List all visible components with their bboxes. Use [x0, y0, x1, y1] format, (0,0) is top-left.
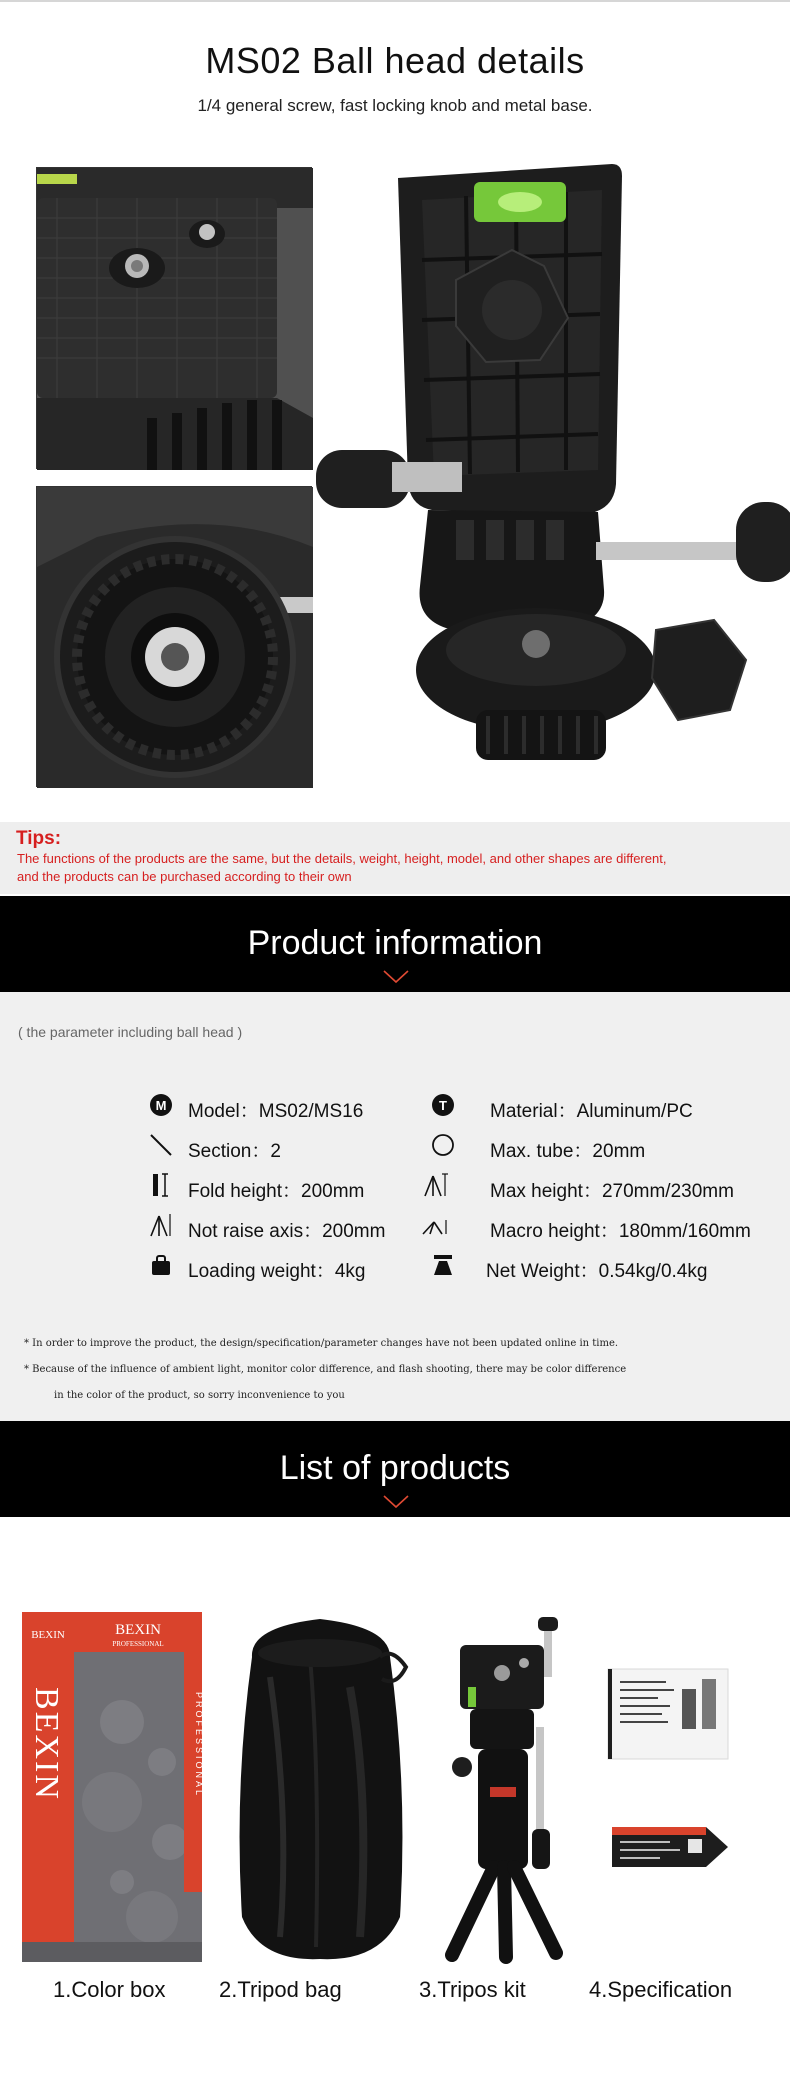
spec-macro-height: Macro height：180mm/160mm — [490, 1221, 751, 1242]
max-height-icon — [422, 1172, 448, 1198]
product-information-panel — [0, 992, 790, 1421]
product-label-tripod-bag: 2.Tripod bag — [219, 1977, 342, 2002]
tips-line-1: The functions of the products are the same, but the details, weight, height, model, and other shapes are different, — [17, 851, 667, 866]
product-label-specification: 4.Specification — [589, 1977, 733, 2002]
tips-title: Tips: — [16, 828, 62, 849]
tripod-kit-image — [440, 1617, 580, 1962]
products-list-section — [0, 1517, 790, 2079]
fine-print-1: * In order to improve the product, the design/specification/parameter changes have not been updated online in time. — [24, 1338, 619, 1349]
specification-cards-image — [606, 1667, 730, 1912]
spec-model: Model：MS02/MS16 — [188, 1101, 364, 1122]
top-divider — [0, 0, 790, 2]
screw-mount-closeup — [36, 486, 312, 787]
list-of-products-banner — [0, 1421, 790, 1517]
spec-max-height: Max height：270mm/230mm — [490, 1181, 734, 1202]
spec-net-weight: Net Weight：0.54kg/0.4kg — [486, 1261, 708, 1282]
net-weight-icon — [430, 1252, 456, 1278]
svg-text:T: T — [439, 1098, 447, 1113]
product-label-tripod-kit: 3.Tripos kit — [419, 1977, 526, 2002]
ball-head-main-photo — [316, 150, 790, 800]
material-t-icon — [430, 1092, 456, 1118]
quick-release-plate-closeup — [36, 167, 312, 469]
parameter-note: ( the parameter including ball head ) — [18, 1024, 243, 1040]
svg-text:M: M — [155, 1098, 167, 1113]
tripod-axis-icon — [148, 1212, 174, 1238]
details-title: MS02 Ball head details — [205, 40, 585, 81]
tripod-bag-image — [230, 1617, 410, 1962]
product-information-heading: Product information — [247, 924, 543, 962]
model-m-icon — [148, 1092, 174, 1118]
box-brand-vertical: BEXIN — [28, 1687, 65, 1801]
spec-not-raise-axis: Not raise axis：200mm — [188, 1221, 386, 1242]
chevron-down-icon — [383, 970, 409, 984]
product-information-banner — [0, 896, 790, 992]
product-label-color-box: 1.Color box — [53, 1977, 166, 2002]
loading-weight-icon — [148, 1252, 174, 1278]
tips-box — [0, 822, 790, 894]
box-sub-vertical: PROFESSIONAL — [194, 1692, 204, 1799]
spec-fold-height: Fold height：200mm — [188, 1181, 365, 1202]
list-of-products-heading: List of products — [279, 1449, 511, 1487]
section-slash-icon — [148, 1132, 174, 1158]
color-box-image — [22, 1612, 202, 1962]
fine-print-2: * Because of the influence of ambient light, monitor color difference, and flash shooting, there may be color difference — [24, 1364, 627, 1375]
spec-max-tube: Max. tube：20mm — [490, 1141, 646, 1162]
tube-circle-icon — [430, 1132, 456, 1158]
tips-line-2: and the products can be purchased according to their own — [17, 869, 352, 884]
box-sub-front: PROFESSIONAL — [112, 1640, 164, 1648]
macro-height-icon — [422, 1212, 448, 1238]
spec-loading-weight: Loading weight：4kg — [188, 1261, 366, 1282]
box-brand-small: BEXIN — [31, 1629, 65, 1641]
fold-height-icon — [148, 1172, 174, 1198]
box-brand-front: BEXIN — [115, 1622, 161, 1638]
chevron-down-icon — [383, 1495, 409, 1509]
fine-print-3: in the color of the product, so sorry inconvenience to you — [54, 1390, 345, 1401]
tips-text — [17, 850, 757, 886]
spec-material: Material：Aluminum/PC — [490, 1101, 693, 1122]
details-subtitle: 1/4 general screw, fast locking knob and metal base. — [197, 96, 593, 115]
spec-section: Section：2 — [188, 1141, 281, 1162]
